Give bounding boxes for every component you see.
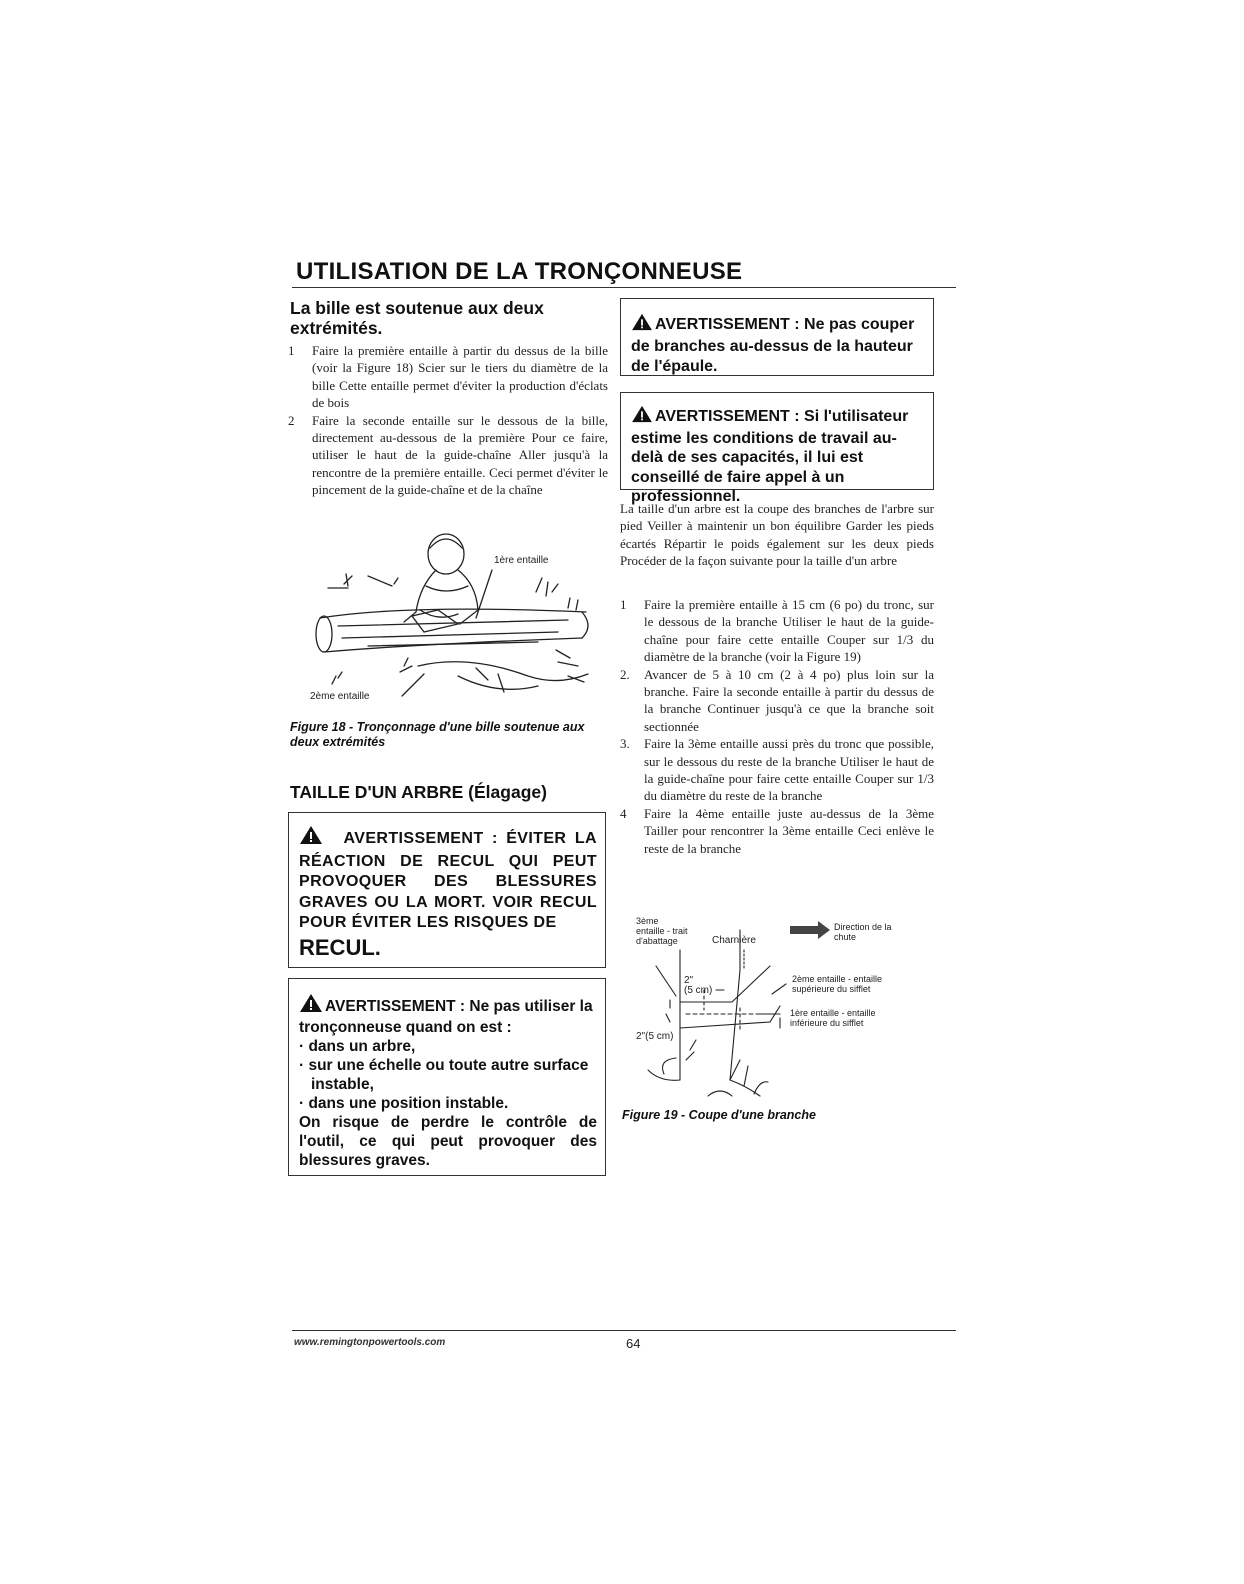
step-number: 2. (620, 666, 630, 682)
fig19-dim-bottom: 2"(5 cm) (636, 1031, 674, 1042)
warning-triangle-icon (631, 405, 653, 429)
right-steps-list (618, 596, 934, 857)
figure-19 (620, 910, 936, 1110)
step-text: Faire la première entaille à partir du dessus de la bille (voir la Figure 18) Scier sur le tiers du diamètre de la bille Cette entaille permet d'éviter la production d'éclats de bois (312, 343, 608, 411)
warning-usage-bullets (299, 1037, 597, 1113)
step-text: Avancer de 5 à 10 cm (2 à 4 po) plus loin sur la branche. Faire la seconde entaille à partir du dessus de la branche Continuer jusqu'à ce que la branche soit sectionnée (644, 666, 934, 734)
step-number: 3. (620, 736, 630, 752)
footer-url[interactable]: www.remingtonpowertools.com (294, 1337, 446, 1348)
step-text: Faire la seconde entaille sur le dessous de la bille, directement au-dessous de la première Pour ce faire, utiliser le haut de la guide-chaîne Aller jusqu'à la rencontre de la première entaille. Ceci permet d'éviter le pincement de la guide-chaîne et de la chaîne (312, 412, 608, 498)
warning-professional-box (620, 392, 934, 505)
fig19-first-cut-label (790, 1008, 876, 1028)
fig19-label-line: inférieure du sifflet (790, 1018, 864, 1028)
figure18-caption: Figure 18 - Tronçonnage d'une bille soutenue aux deux extrémités (290, 720, 585, 749)
fig19-second-cut-label (792, 974, 882, 994)
footer-rule (292, 1330, 956, 1331)
pruning-intro: La taille d'un arbre est la coupe des branches de l'arbre sur pied Veiller à maintenir un bon équilibre Garder les pieds écartés Répartir le poids également sur les deux pieds Procéder de la façon suivante pour la taille d'un arbre (620, 501, 934, 569)
warning-triangle-icon (299, 993, 323, 1018)
section-title: UTILISATION DE LA TRONÇONNEUSE (296, 258, 743, 285)
list-item (286, 342, 608, 412)
figure18-label-first-cut: 1ère entaille (494, 555, 549, 566)
chainsaw-operator-illustration (308, 526, 598, 708)
left-steps-list (286, 342, 608, 499)
step-text: Faire la première entaille à 15 cm (6 po) du tronc, sur le dessous de la branche Utiliser le haut de la guide-chaîne pour faire cette entaille Couper sur 1/3 du diamètre de la branche (voir la Figure 19) (644, 597, 934, 665)
figure18-label-second-cut: 2ème entaille (310, 691, 370, 702)
warning-usage-closing: On risque de perdre le contrôle de l'outil, ce qui peut provoquer des blessures graves. (299, 1114, 597, 1169)
warning-shoulder-text (631, 313, 925, 377)
fig19-label-line: supérieure du sifflet (792, 984, 871, 994)
warning-usage-box (288, 978, 606, 1176)
figure19-caption: Figure 19 - Coupe d'une branche (622, 1108, 816, 1122)
warning-shoulder-body: AVERTISSEMENT : Ne pas couper de branches au-dessus de la hauteur de l'épaule. (631, 316, 915, 375)
warning-triangle-icon (631, 313, 653, 337)
step-text: Faire la 4ème entaille juste au-dessus de la 3ème Tailler pour rencontrer la 3ème entaille Ceci enlève le reste de la branche (644, 805, 934, 856)
list-item (286, 412, 608, 499)
fig19-label-line: Direction de la (834, 922, 892, 932)
warning-kickback-body: AVERTISSEMENT : ÉVITER LA RÉACTION DE RECUL QUI PEUT PROVOQUER DES BLESSURES GRAVES OU LA MORT. VOIR RECUL POUR ÉVITER LES RISQUES DE (299, 830, 597, 931)
step-number: 4 (620, 805, 627, 821)
list-item (618, 735, 934, 805)
fig19-label-line: 2" (684, 975, 694, 986)
list-item (618, 805, 934, 857)
list-item: · sur une échelle ou toute autre surface instable, (299, 1057, 589, 1093)
warning-usage-lead-text: AVERTISSEMENT : Ne pas utiliser la tronçonneuse quand on est : (299, 998, 593, 1036)
fig19-dim-top (684, 976, 712, 996)
figure-18 (308, 526, 598, 708)
list-item (618, 596, 934, 666)
title-rule (292, 287, 956, 288)
step-number: 1 (288, 343, 295, 358)
warning-shoulder-box (620, 298, 934, 376)
fig19-label-line: 1ère entaille - entaille (790, 1008, 876, 1018)
fig19-third-cut-label (636, 916, 688, 946)
warning-professional-text (631, 405, 925, 507)
list-item: · dans un arbre, (299, 1038, 416, 1055)
fig19-label-line: (5 cm) (684, 985, 713, 996)
subsection-title: La bille est soutenue aux deux extrémités. (290, 298, 544, 338)
fig19-direction-label (834, 922, 892, 942)
warning-kickback-text (299, 825, 597, 934)
step-text: Faire la 3ème entaille aussi près du tronc que possible, sur le dessous du reste de la branche Utiliser le haut de la guide-chaîne pour faire cette entaille Couper sur 1/3 du diamètre du reste de la branche (644, 736, 934, 804)
fig19-label-line: 3ème (636, 916, 659, 926)
warning-usage-lead (299, 993, 597, 1037)
fig19-label-line: entaille - trait (636, 926, 688, 936)
step-number: 2 (288, 412, 295, 428)
warning-kickback-big-word: RECUL. (299, 934, 381, 960)
fig19-label-line: d'abattage (636, 936, 678, 946)
warning-kickback-box (288, 812, 606, 968)
list-item (618, 666, 934, 736)
warning-triangle-icon (299, 825, 323, 852)
fig19-label-line: chute (834, 932, 857, 942)
page-number: 64 (626, 1336, 641, 1351)
warning-professional-body: AVERTISSEMENT : Si l'utilisateur estime les conditions de travail au-delà de ses capacités, il lui est conseillé de faire appel à un professionnel. (631, 408, 909, 505)
step-number: 1 (620, 597, 627, 612)
fig19-hinge-label: Charnière (712, 935, 756, 946)
fig19-label-line: 2ème entaille - entaille (792, 974, 883, 984)
list-item: · dans une position instable. (299, 1095, 509, 1112)
pruning-title: TAILLE D'UN ARBRE (Élagage) (290, 782, 547, 802)
